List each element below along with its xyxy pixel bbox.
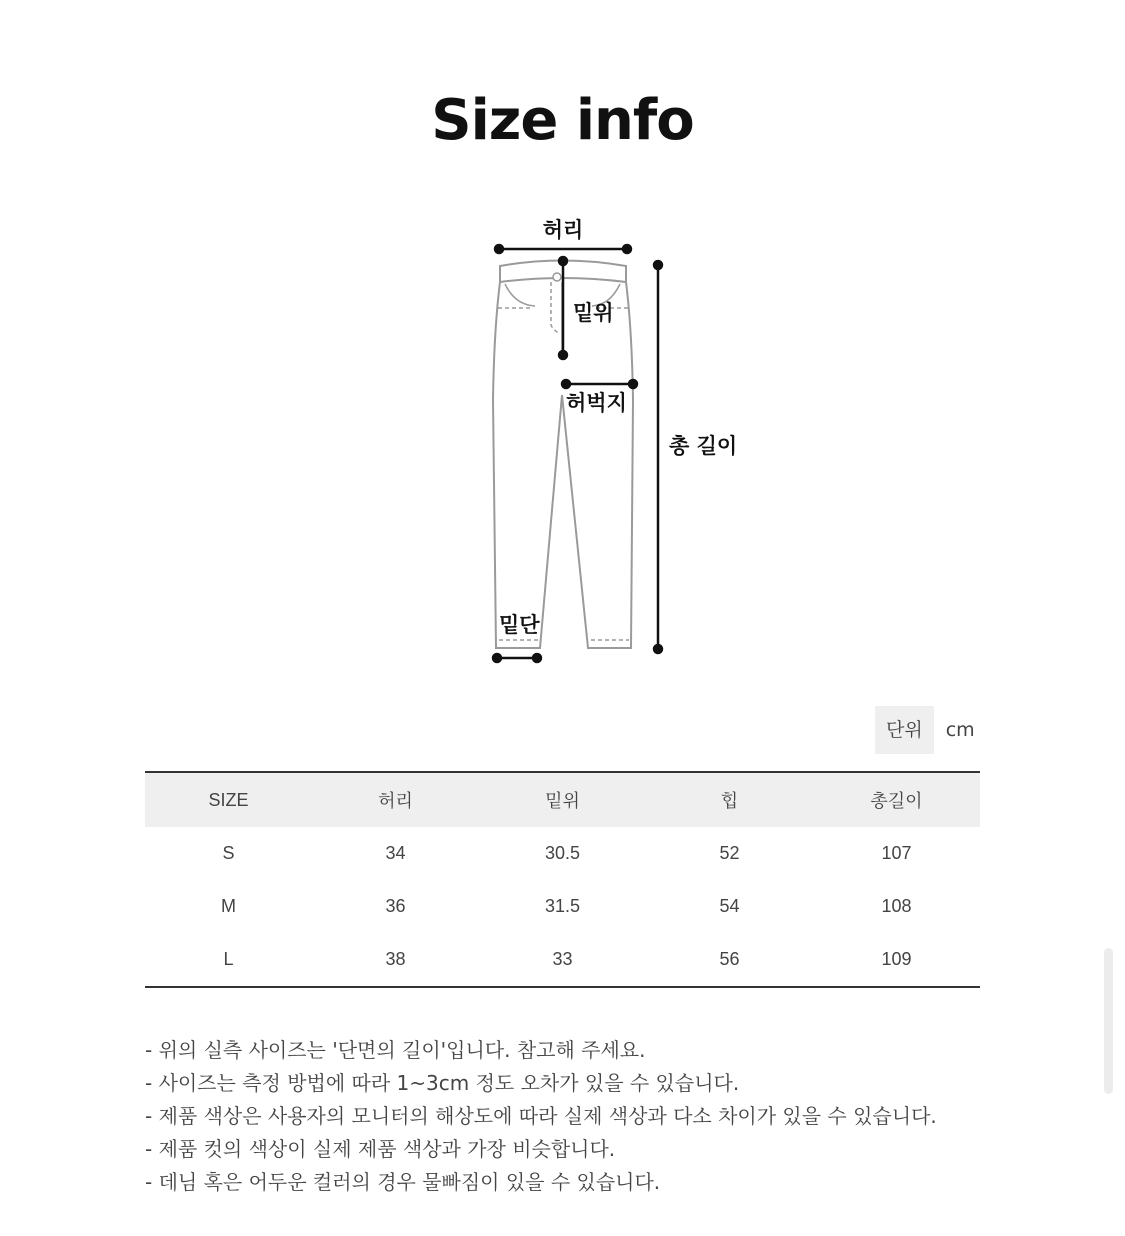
table-cell: 108 [881,896,912,916]
table-cell: 36 [385,896,406,916]
table-row [145,880,980,933]
note-line: - 사이즈는 측정 방법에 따라 1~3cm 정도 오차가 있을 수 있습니다. [145,1071,740,1095]
table-cell: 56 [719,949,740,969]
table-row [145,933,980,986]
unit-indicator [875,706,975,754]
table-cell: S [222,843,235,863]
hem-label: 밑단 [499,613,540,637]
table-cell: 52 [719,843,740,863]
thigh-label: 허벅지 [566,391,627,415]
header-size: SIZE [208,789,249,810]
table-header-row [145,773,980,827]
button-icon [553,273,561,281]
rise-label: 밑위 [573,301,614,325]
table-cell: 34 [385,843,406,863]
table-cell: 109 [881,949,912,969]
scrollbar[interactable] [1104,948,1113,1094]
page-title: Size info [431,88,694,153]
table-row [145,827,980,880]
table-cell: L [223,949,234,969]
header-hip: 힙 [720,791,739,811]
header-rise: 밑위 [545,791,580,811]
table-cell: 30.5 [544,843,581,863]
size-notes [145,1034,1045,1199]
note-line: - 제품 컷의 색상이 실제 제품 색상과 가장 비슷합니다. [145,1137,616,1161]
note-line: - 위의 실측 사이즈는 '단면의 길이'입니다. 참고해 주세요. [145,1038,646,1062]
note-line: - 데님 혹은 어두운 컬러의 경우 물빠짐이 있을 수 있습니다. [145,1170,661,1194]
header-waist: 허리 [378,791,413,811]
table-cell: 31.5 [544,896,581,916]
note-line: - 제품 색상은 사용자의 모니터의 해상도에 따라 실제 색상과 다소 차이가 있을 수 있습니다. [145,1104,937,1128]
table-cell: 33 [552,949,573,969]
size-table [145,771,980,988]
unit-label: 단위 [875,706,934,754]
unit-value: cm [945,719,975,741]
table-cell: 107 [881,843,912,863]
total-length-label: 총 길이 [669,434,738,458]
header-total-length: 총길이 [870,791,923,811]
table-cell: 54 [719,896,740,916]
table-cell: M [221,896,236,916]
waist-label: 허리 [542,218,584,242]
table-cell: 38 [385,949,406,969]
